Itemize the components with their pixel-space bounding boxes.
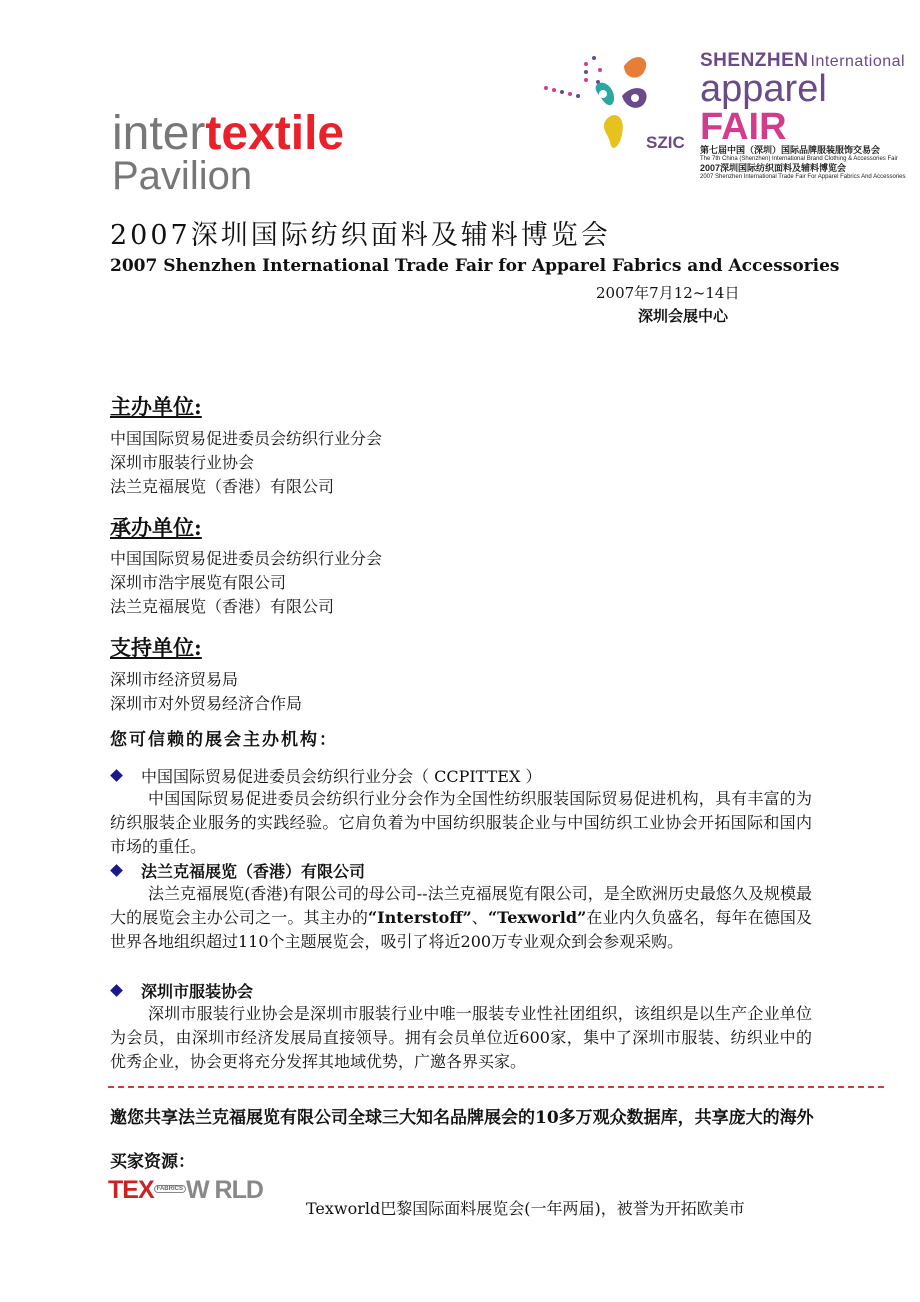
diamond-bullet-icon bbox=[110, 984, 123, 997]
bullet-messe-frankfurt bbox=[110, 859, 365, 882]
supporter-item: 深圳市经济贸易局 bbox=[110, 670, 239, 689]
yellow-petal bbox=[604, 115, 623, 148]
texworld-description: Texworld巴黎国际面料展览会(一年两届)，被誉为开拓欧美市 bbox=[306, 1199, 745, 1218]
brand-texworld: “Texworld” bbox=[487, 908, 587, 927]
fair-sub-cn: 第七届中国（深圳）国际品牌服装服饰交易会 bbox=[700, 145, 881, 155]
texworld-logo-fabrics: FABRICS bbox=[154, 1185, 186, 1193]
organizer-item: 中国国际贸易促进委员会纺织行业分会 bbox=[110, 429, 383, 448]
dashed-divider bbox=[108, 1086, 884, 1088]
bullet-shenzhen-apparel bbox=[110, 979, 253, 1002]
apparel-text: apparel bbox=[700, 68, 827, 110]
messe-frankfurt-paragraph bbox=[110, 882, 812, 954]
intertextile-logo bbox=[112, 107, 345, 198]
apparel-fair-wordmark bbox=[700, 50, 920, 182]
trusted-heading: 您可信赖的展会主办机构： bbox=[110, 730, 338, 750]
fair-sub-en: The 7th China (Shenzhen) International Brand Clothing & Accessories Fair bbox=[700, 156, 898, 162]
co-organizer-item: 中国国际贸易促进委员会纺织行业分会 bbox=[110, 549, 383, 568]
page-title-en: 2007 Shenzhen International Trade Fair for Apparel Fabrics and Accessories bbox=[110, 256, 840, 276]
paragraph-text: 在业内久负盛名，每年在德国及世界各地组织超过110个主题展览会，吸引了将近200万专业观众到会参观采购。 bbox=[110, 908, 812, 951]
diamond-bullet-icon bbox=[110, 864, 123, 877]
inter-text: inter bbox=[112, 107, 206, 160]
pavilion-text: Pavilion bbox=[112, 154, 253, 198]
bullet-title: 法兰克福展览（香港）有限公司 bbox=[141, 862, 366, 881]
diamond-bullet-icon bbox=[110, 769, 123, 782]
fair-sub-cn-2: 2007深圳国际纺织面料及辅料博览会 bbox=[700, 163, 847, 173]
co-organizer-item: 深圳市浩宇展览有限公司 bbox=[110, 573, 287, 592]
page-title-cn: 2007深圳国际纺织面料及辅料博览会 bbox=[110, 220, 611, 251]
texworld-logo-tex: TEX bbox=[108, 1176, 154, 1204]
fair-venue: 深圳会展中心 bbox=[638, 307, 729, 325]
textile-text: textile bbox=[205, 107, 345, 160]
paragraph-text: 法兰克福展览(香港)有限公司的母公司--法兰克福展览有限公司，是全欧洲历史最悠久及规模最大的展览会主办公司之一。其主办的 bbox=[110, 884, 812, 927]
organizer-item: 法兰克福展览（香港）有限公司 bbox=[110, 477, 335, 496]
orange-petal bbox=[624, 57, 646, 78]
shenzhen-apparel-paragraph: 深圳市服装行业协会是深圳市服装行业中唯一服装专业性社团组织，该组织是以生产企业单位为会员，由深圳市经济发展局直接领导。拥有会员单位近600家，集中了深圳市服装、纺织业中的优秀企业，协会更将充分发挥其地域优势，广邀各界买家。 bbox=[110, 1004, 812, 1071]
brand-interstoff: “Interstoff” bbox=[367, 908, 472, 927]
ccpittex-paragraph: 中国国际贸易促进委员会纺织行业分会作为全国性纺织服装国际贸易促进机构，具有丰富的为纺织服装企业服务的实践经验。它肩负着为中国纺织服装企业与中国纺织工业协会开拓国际和国内市场的重任。 bbox=[110, 789, 812, 856]
co-organizer-item: 法兰克福展览（香港）有限公司 bbox=[110, 597, 335, 616]
bullet-title: 中国国际贸易促进委员会纺织行业分会（ CCPITTEX ） bbox=[141, 767, 542, 786]
fair-text: FAIR bbox=[700, 106, 787, 148]
shenzhen-text: SHENZHEN bbox=[700, 50, 809, 71]
szic-label: SZIC bbox=[646, 133, 685, 152]
supporters-heading: 支持单位: bbox=[110, 635, 202, 660]
international-text: International bbox=[810, 53, 906, 70]
szic-fair-logo bbox=[540, 38, 690, 158]
invite-text: 邀您共享法兰克福展览有限公司全球三大知名品牌展会的10多万观众数据库，共享庞大的海外买家资源： bbox=[110, 1108, 814, 1172]
texworld-logo-world: W RLD bbox=[185, 1176, 263, 1204]
bullet-ccpittex bbox=[110, 764, 541, 787]
brand-separator: 、 bbox=[471, 908, 488, 927]
supporter-item: 深圳市对外贸易经济合作局 bbox=[110, 694, 303, 713]
organizers-heading: 主办单位: bbox=[110, 394, 202, 419]
fair-date: 2007年7月12~14日 bbox=[596, 284, 740, 302]
co-organizers-heading: 承办单位: bbox=[110, 515, 202, 540]
fair-sub-en-2: 2007 Shenzhen International Trade Fair For Apparel Fabrics And Accessories bbox=[700, 174, 906, 180]
organizer-item: 深圳市服装行业协会 bbox=[110, 453, 255, 472]
texworld-logo bbox=[108, 1176, 263, 1205]
bullet-title: 深圳市服装协会 bbox=[141, 982, 254, 1001]
dot-trail bbox=[544, 56, 602, 98]
